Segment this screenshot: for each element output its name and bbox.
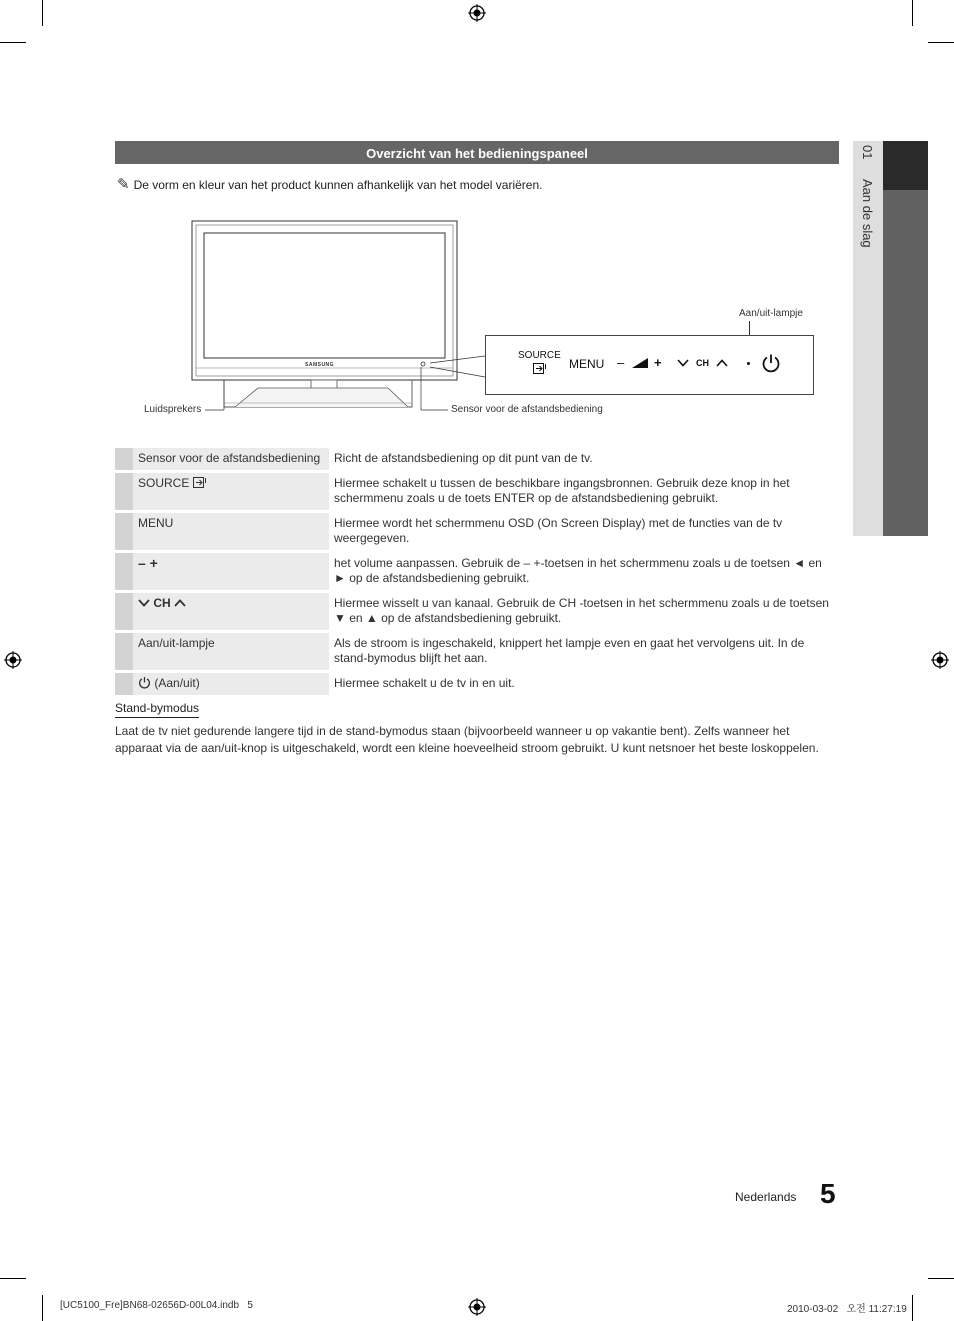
chevron-up-icon [174, 599, 186, 607]
registration-mark-icon [468, 4, 486, 22]
section-title: Overzicht van het bedieningspaneel [115, 141, 839, 164]
print-file-info: [UC5100_Fre]BN68-02656D-00L04.indb 5 [60, 1300, 253, 1311]
chapter-number: 01 [860, 145, 875, 160]
source-icon [533, 363, 547, 374]
source-name-text: SOURCE [138, 476, 190, 490]
row-name: Aan/uit-lampje [133, 633, 329, 670]
crop-mark [928, 42, 954, 43]
row-desc: Hiermee wordt het schermmenu OSD (On Screen Display) met de functies van de tv weergegeven. [329, 513, 839, 550]
panel-source-label: SOURCE [518, 350, 561, 361]
print-timestamp: 2010-03-02 오전 11:27:19 [787, 1304, 907, 1315]
crop-mark [42, 0, 43, 26]
row-marker [115, 448, 133, 470]
chevron-down-icon [138, 599, 150, 607]
table-row [115, 633, 839, 670]
table-row [115, 593, 839, 630]
row-desc: het volume aanpassen. Gebruik de – +-toetsen in het schermmenu zoals u de toetsen ◄ en ► op de afstandsbediening gebruikt. [329, 553, 839, 590]
power-name-text: (Aan/uit) [154, 676, 200, 690]
registration-mark-icon [931, 651, 949, 669]
row-name: MENU [133, 513, 329, 550]
crop-mark [42, 1295, 43, 1321]
crop-mark [0, 42, 26, 43]
side-tab-dark [883, 190, 928, 536]
label-sensor: Sensor voor de afstandsbediening [451, 404, 603, 415]
standby-heading: Stand-bymodus [115, 701, 199, 718]
source-icon [193, 477, 207, 488]
crop-mark [928, 1278, 954, 1279]
side-tab-marker [883, 141, 928, 190]
table-row [115, 473, 839, 510]
crop-mark [0, 1278, 26, 1279]
standby-text: Laat de tv niet gedurende langere tijd in de stand-bymodus staan (bijvoorbeeld wanneer u op vakantie bent). Zelfs wanneer het apparaat via de aan/uit-knop is uitgeschakeld, wordt een kleine hoeveelheid stroom gebruikt. U kunt netsnoer het beste loskoppelen. [115, 724, 819, 755]
row-marker [115, 513, 133, 550]
page-number: 5 [820, 1178, 836, 1209]
label-power-light: Aan/uit-lampje [739, 308, 803, 319]
row-desc: Richt de afstandsbediening op dit punt van de tv. [329, 448, 839, 470]
row-desc: Als de stroom is ingeschakeld, knippert het lampje even en gaat het vervolgens uit. In de stand-bymodus blijft het aan. [329, 633, 839, 670]
table-row [115, 513, 839, 550]
chevron-up-icon [716, 359, 728, 367]
panel-minus-label: – [617, 355, 625, 370]
note-text: De vorm en kleur van het product kunnen afhankelijk van het model variëren. [133, 178, 543, 192]
row-name [133, 473, 329, 510]
footer-language: Nederlands [735, 1190, 797, 1204]
row-marker [115, 473, 133, 510]
row-name [133, 673, 329, 695]
row-marker [115, 593, 133, 630]
panel-ch-label: CH [696, 358, 709, 368]
pencil-icon: ✎ [117, 176, 130, 193]
table-row [115, 448, 839, 470]
crop-mark [912, 0, 913, 26]
panel-menu-label: MENU [569, 357, 605, 371]
row-name: Sensor voor de afstandsbediening [133, 448, 329, 470]
chevron-down-icon [677, 359, 689, 367]
row-marker [115, 673, 133, 695]
side-tab-label [860, 145, 875, 264]
row-name: – + [133, 553, 329, 590]
power-icon [138, 676, 151, 689]
row-name [133, 593, 329, 630]
power-icon [761, 353, 781, 373]
table-row [115, 673, 839, 695]
volume-icon [632, 358, 648, 368]
chapter-title: Aan de slag [860, 179, 875, 248]
row-marker [115, 553, 133, 590]
registration-mark-icon [4, 651, 22, 669]
row-desc: Hiermee wisselt u van kanaal. Gebruik de CH -toetsen in het schermmenu zoals u de toetsen ▼ en ▲ op de afstandsbediening gebruikt. [329, 593, 839, 630]
row-marker [115, 633, 133, 670]
label-speakers: Luidsprekers [144, 404, 202, 415]
registration-mark-icon [468, 1298, 486, 1316]
ch-name-text: CH [153, 596, 171, 610]
tv-brand-logo: SAMSUNG [305, 362, 335, 368]
row-desc: Hiermee schakelt u tussen de beschikbare ingangsbronnen. Gebruik deze knop in het schermmenu zoals u de toets ENTER op de afstandsbediening gebruikt. [329, 473, 839, 510]
panel-plus-label: + [654, 355, 662, 370]
power-light-dot [747, 362, 750, 365]
control-table [115, 445, 839, 698]
note [117, 175, 542, 193]
row-desc: Hiermee schakelt u de tv in en uit. [329, 673, 839, 695]
crop-mark [912, 1295, 913, 1321]
table-row [115, 553, 839, 590]
